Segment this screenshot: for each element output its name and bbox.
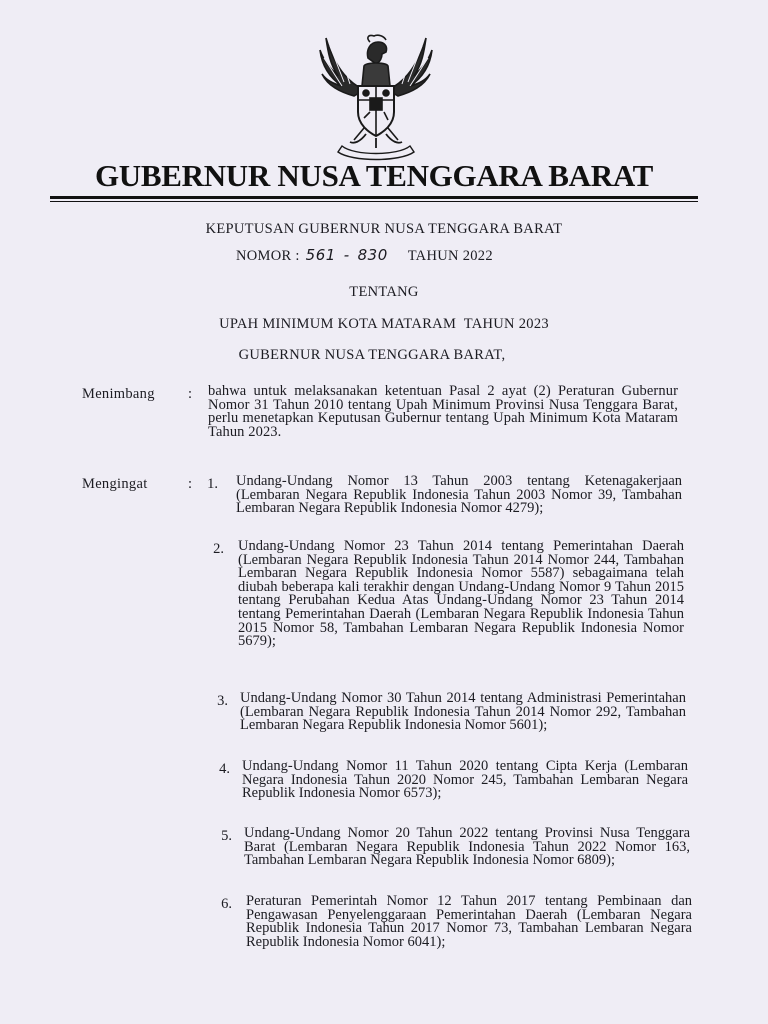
mengingat-item-number: 5. xyxy=(221,828,232,844)
mengingat-item-number: 3. xyxy=(217,693,228,709)
nomor-handwritten-b: 830 xyxy=(357,246,388,264)
decree-title: KEPUTUSAN GUBERNUR NUSA TENGGARA BARAT xyxy=(205,221,563,237)
letterhead-rule-thin xyxy=(50,201,698,202)
mengingat-item-number: 4. xyxy=(219,761,230,777)
mengingat-item-number: 6. xyxy=(221,896,232,912)
decree-number-line xyxy=(236,246,493,265)
mengingat-colon: : xyxy=(188,476,193,492)
mengingat-item-number: 2. xyxy=(213,541,224,557)
letterhead-title: GUBERNUR NUSA TENGGARA BARAT xyxy=(94,158,654,193)
decree-issuer: GUBERNUR NUSA TENGGARA BARAT, xyxy=(238,347,506,363)
mengingat-label: Mengingat xyxy=(82,476,148,492)
nomor-label: NOMOR : xyxy=(236,248,300,264)
mengingat-item-text: Undang-Undang Nomor 23 Tahun 2014 tentang Pemerintahan Daerah (Lembaran Negara Republik Indonesia Tahun 2014 Nomor 244, Tambahan Lembaran Negara Republik Indonesia Nomor 5587) sebagaimana telah diubah beberapa kali terakhir dengan Undang-Undang Nomor 9 Tahun 2015 tentang Perubahan Kedua Atas Undang-Undang Nomor 23 Tahun 2014 tentang Pemerintahan Daerah (Lembaran Negara Republik Indonesia Tahun 2015 Nomor 58, Tambahan Lembaran Negara Republik Indonesia Nomor 5679); xyxy=(238,538,684,650)
letterhead-rule-thick xyxy=(50,196,698,199)
menimbang-label: Menimbang xyxy=(82,386,155,402)
nomor-handwritten-a: 561 xyxy=(305,246,336,264)
mengingat-item-text: Peraturan Pemerintah Nomor 12 Tahun 2017 tentang Pembinaan dan Pengawasan Penyelenggaraan Pemerintahan Daerah (Lembaran Negara Republik Indonesia Tahun 2017 Nomor 73, Tambahan Lembaran Negara Republik Indonesia Nomor 6041); xyxy=(246,893,692,950)
mengingat-item-text: Undang-Undang Nomor 11 Tahun 2020 tentang Cipta Kerja (Lembaran Negara Indonesia Tahun 2020 Nomor 245, Tambahan Lembaran Negara Republik Indonesia Nomor 6573); xyxy=(242,758,688,802)
tentang-heading: TENTANG xyxy=(349,284,419,300)
garuda-emblem-icon xyxy=(314,28,438,166)
decree-subject: UPAH MINIMUM KOTA MATARAM TAHUN 2023 xyxy=(219,316,549,332)
mengingat-item-text: Undang-Undang Nomor 13 Tahun 2003 tentang Ketenagakerjaan (Lembaran Negara Republik Indonesia Tahun 2003 Nomor 39, Tambahan Lembaran Negara Republik Indonesia Nomor 4279); xyxy=(236,473,682,517)
mengingat-item-number: 1. xyxy=(207,476,218,492)
nomor-handwritten-dash: - xyxy=(343,246,350,264)
mengingat-item-text: Undang-Undang Nomor 20 Tahun 2022 tentang Provinsi Nusa Tenggara Barat (Lembaran Negara Republik Indonesia Tahun 2022 Nomor 163, Tambahan Lembaran Negara Republik Indonesia Nomor 6809); xyxy=(244,825,690,869)
mengingat-item-text: Undang-Undang Nomor 30 Tahun 2014 tentang Administrasi Pemerintahan (Lembaran Negara Republik Indonesia Tahun 2014 Nomor 292, Tambahan Lembaran Negara Republik Indonesia Nomor 5601); xyxy=(240,690,686,734)
menimbang-text: bahwa untuk melaksanakan ketentuan Pasal 2 ayat (2) Peraturan Gubernur Nomor 31 Tahun 2010 tentang Upah Minimum Provinsi Nusa Tenggara Barat, perlu menetapkan Keputusan Gubernur tentang Upah Minimum Kota Mataram Tahun 2023. xyxy=(208,383,678,440)
nomor-year: TAHUN 2022 xyxy=(407,248,493,264)
menimbang-colon: : xyxy=(188,386,193,402)
